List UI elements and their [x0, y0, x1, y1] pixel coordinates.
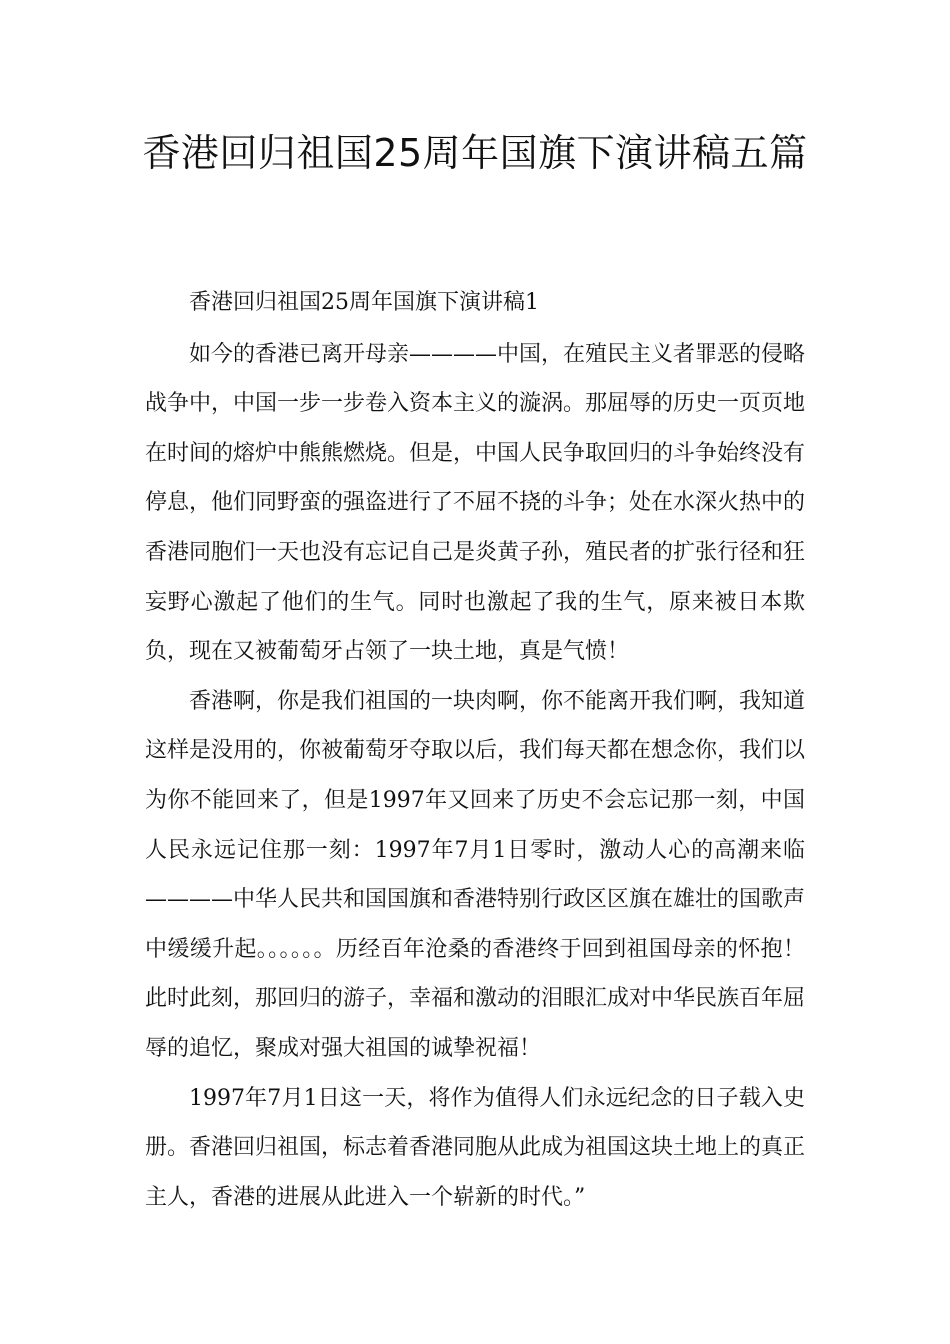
paragraph: 香港啊，你是我们祖国的一块肉啊，你不能离开我们啊，我知道这样是没用的，你被葡萄牙夺取以后，我们每天都在想念你，我们以为你不能回来了，但是1997年又回来了历史不会忘记那一刻，中国人民永远记住那一刻：1997年7月1日零时，激动人心的高潮来临————中华人民共和国国旗和香港特别行政区区旗在雄壮的国歌声中缓缓升起。。。。。。历经百年沧桑的香港终于回到祖国母亲的怀抱！此时此刻，那回归的游子，幸福和激动的泪眼汇成对中华民族百年屈辱的追忆，聚成对强大祖国的诚挚祝福！: [145, 688, 806, 1061]
paragraph: 如今的香港已离开母亲————中国，在殖民主义者罪恶的侵略战争中，中国一步一步卷入资本主义的漩涡。那屈辱的历史一页页地在时间的熔炉中熊熊燃烧。但是，中国人民争取回归的斗争始终没有停息，他们同野蛮的强盗进行了不屈不挠的斗争；处在水深火热中的香港同胞们一天也没有忘记自己是炎黄子孙，殖民者的扩张行径和狂妄野心激起了他们的生气。同时也激起了我的生气，原来被日本欺负，现在又被葡萄牙占领了一块土地，真是气愤！: [145, 341, 806, 665]
document-title: 香港回归祖国25周年国旗下演讲稿五篇: [142, 131, 808, 175]
paragraph: 1997年7月1日这一天，将作为值得人们永远纪念的日子载入史册。香港回归祖国，标志着香港同胞从此成为祖国这块土地上的真正主人，香港的进展从此进入一个崭新的时代。”: [145, 1085, 806, 1210]
document-body: [145, 278, 805, 1222]
section-heading: 香港回归祖国25周年国旗下演讲稿1: [189, 290, 539, 315]
